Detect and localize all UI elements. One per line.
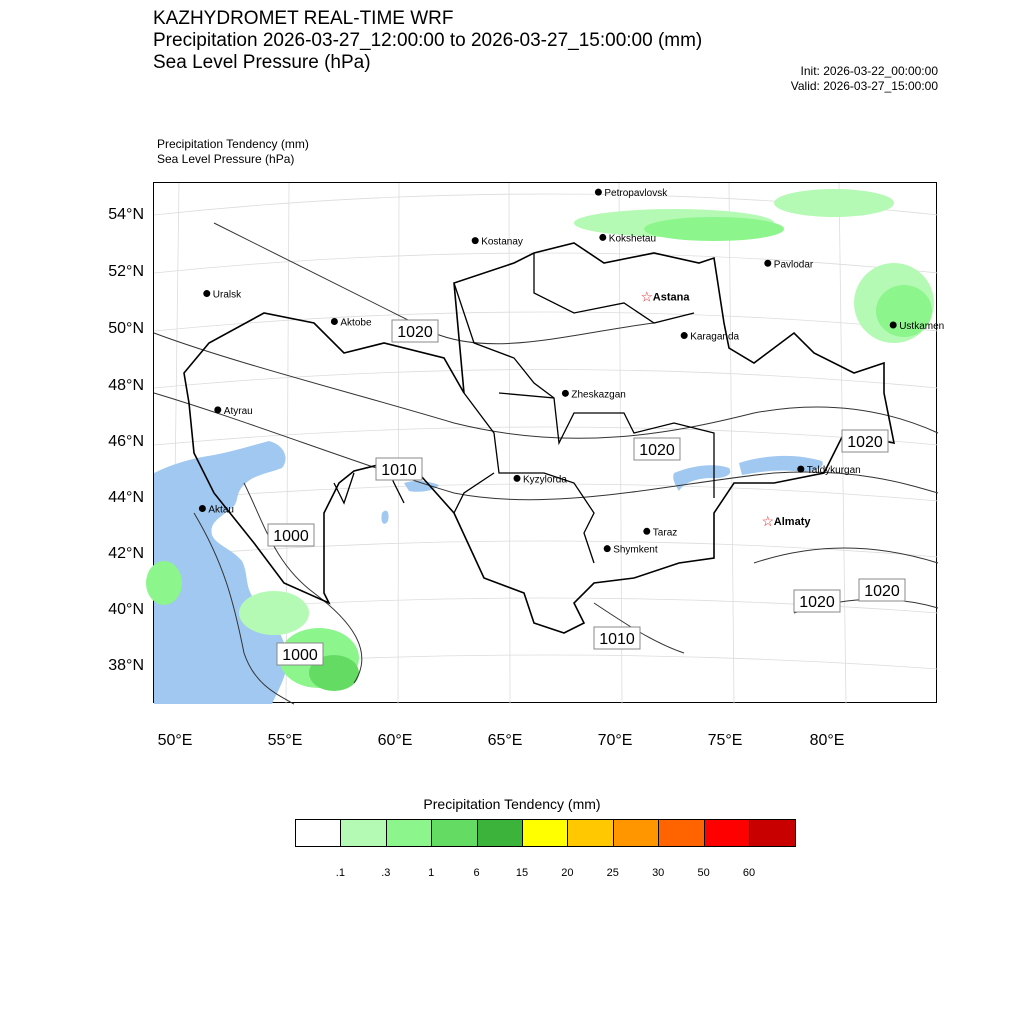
colorbar-swatch (432, 820, 477, 846)
lat-label-38: 38°N (108, 657, 144, 674)
lon-label-75: 75°E (707, 732, 743, 749)
city-label: Aktau (208, 504, 234, 516)
colorbar-tick-label: 30 (652, 867, 665, 879)
capital-star-icon: ☆ (761, 512, 775, 529)
city-label: Zheskazgan (571, 389, 626, 401)
pressure-label-1 (392, 320, 438, 342)
init-time: Init: 2026-03-22_00:00:00 (800, 64, 938, 78)
colorbar-swatch (659, 820, 704, 846)
capital-star-icon: ☆ (640, 288, 654, 305)
city-dot-icon (764, 260, 771, 267)
city-marker-shymkent (604, 545, 658, 556)
colorbar-swatch (523, 820, 568, 846)
svg-text:1000: 1000 (273, 528, 309, 545)
lat-label-48: 48°N (108, 377, 144, 394)
city-label: Karaganda (690, 331, 740, 343)
city-marker-atyrau (214, 406, 252, 417)
city-marker-taldykurgan (797, 465, 860, 476)
city-dot-icon (203, 290, 210, 297)
subtitle-precip: Precipitation Tendency (mm) (157, 137, 309, 151)
city-label: Kokshetau (608, 233, 657, 245)
lat-label-44: 44°N (108, 489, 144, 506)
city-marker-petropavlovsk (595, 188, 668, 199)
title-line-1: KAZHYDROMET REAL-TIME WRF (153, 8, 454, 29)
city-label: Taraz (652, 527, 678, 539)
city-label: Shymkent (613, 544, 658, 556)
city-marker-taraz (643, 527, 677, 538)
city-dot-icon (199, 505, 206, 512)
lon-label-50: 50°E (157, 732, 193, 749)
city-marker-astana (641, 288, 691, 304)
lon-label-55: 55°E (267, 732, 303, 749)
colorbar-tick-label: 50 (697, 867, 710, 879)
colorbar-tick-label: .1 (335, 867, 345, 879)
city-label: Kyzylorda (523, 474, 567, 486)
colorbar (295, 819, 796, 847)
pressure-label-4 (376, 458, 422, 480)
city-label: Petropavlovsk (604, 188, 668, 200)
colorbar-tick-label: 6 (473, 867, 480, 879)
city-label: Atyrau (223, 405, 253, 417)
svg-text:1020: 1020 (397, 324, 433, 341)
city-dot-icon (595, 189, 602, 196)
lat-label-40: 40°N (108, 601, 144, 618)
colorbar-tick-label: 15 (515, 867, 529, 879)
city-dot-icon (214, 406, 221, 413)
lat-label-52: 52°N (108, 263, 144, 280)
svg-text:1020: 1020 (799, 594, 835, 611)
city-dot-icon (681, 332, 688, 339)
pressure-label-5 (268, 524, 314, 546)
map-subtitle (157, 137, 309, 167)
city-dot-icon (562, 390, 569, 397)
lat-label-42: 42°N (108, 545, 144, 562)
city-marker-aktobe (331, 317, 372, 328)
aral-sea-remnant (381, 511, 388, 524)
init-valid-block (791, 64, 938, 94)
colorbar-tick-label: 20 (561, 867, 574, 879)
map-svg (154, 183, 945, 704)
lon-label-80: 80°E (809, 732, 845, 749)
colorbar-tick-label: 1 (428, 867, 435, 879)
precip-areas (146, 189, 934, 691)
title-line-2: Precipitation 2026-03-27_12:00:00 to 2026-03-27_15:00:00 (mm) (153, 30, 703, 51)
city-label: Aktobe (340, 317, 372, 329)
svg-text:1020: 1020 (864, 583, 900, 600)
valid-time: Valid: 2026-03-27_15:00:00 (790, 79, 938, 93)
city-label: Ustkamen (899, 321, 945, 333)
city-marker-uralsk (203, 290, 242, 301)
svg-text:1000: 1000 (282, 647, 318, 664)
city-dot-icon (514, 475, 521, 482)
city-dot-icon (599, 234, 606, 241)
colorbar-swatch (296, 820, 341, 846)
pressure-label-group (268, 320, 905, 665)
city-dot-icon (890, 322, 897, 329)
lon-label-70: 70°E (597, 732, 633, 749)
city-label: Taldykurgan (806, 465, 861, 477)
pressure-label-3 (842, 430, 888, 452)
title-line-3: Sea Level Pressure (hPa) (153, 52, 371, 73)
colorbar-swatch (614, 820, 659, 846)
water-bodies (154, 441, 823, 704)
colorbar-tick-label: .3 (381, 867, 391, 879)
svg-text:1020: 1020 (847, 434, 883, 451)
city-label: Astana (652, 291, 690, 304)
colorbar-swatch (568, 820, 613, 846)
svg-text:1010: 1010 (381, 462, 417, 479)
title-block (153, 8, 853, 74)
city-marker-kostanay (472, 237, 523, 248)
pressure-label-9 (277, 643, 323, 665)
lat-label-50: 50°N (108, 320, 144, 337)
city-marker-kokshetau (599, 233, 656, 244)
city-label: Pavlodar (773, 259, 814, 271)
map-panel (153, 182, 945, 703)
pressure-label-6 (794, 590, 840, 612)
city-marker-almaty (762, 513, 812, 529)
colorbar-tick-label: 25 (606, 867, 619, 879)
svg-text:1020: 1020 (639, 442, 675, 459)
city-label: Uralsk (212, 289, 242, 301)
city-dot-icon (643, 528, 650, 535)
colorbar-swatch (387, 820, 432, 846)
lat-label-54: 54°N (108, 206, 144, 223)
colorbar-swatch (750, 820, 795, 846)
city-marker-pavlodar (764, 259, 814, 270)
city-dot-icon (331, 318, 338, 325)
subtitle-slp: Sea Level Pressure (hPa) (157, 152, 295, 166)
lat-label-46: 46°N (108, 433, 144, 450)
pressure-label-8 (594, 627, 640, 649)
city-dot-icon (604, 545, 611, 552)
city-label: Almaty (773, 515, 811, 528)
city-marker-zheskazgan (562, 389, 626, 400)
colorbar-tick-label: 60 (742, 867, 756, 879)
colorbar-swatch (478, 820, 523, 846)
pressure-label-2 (634, 438, 680, 460)
city-label: Kostanay (481, 236, 523, 248)
pressure-label-7 (859, 579, 905, 601)
city-marker-karaganda (681, 332, 740, 343)
lon-label-60: 60°E (377, 732, 413, 749)
city-dot-icon (797, 466, 804, 473)
colorbar-swatch (705, 820, 750, 846)
svg-text:1010: 1010 (599, 631, 635, 648)
city-dot-icon (472, 237, 479, 244)
colorbar-swatch (341, 820, 386, 846)
lon-label-65: 65°E (487, 732, 523, 749)
colorbar-title: Precipitation Tendency (mm) (423, 796, 601, 812)
